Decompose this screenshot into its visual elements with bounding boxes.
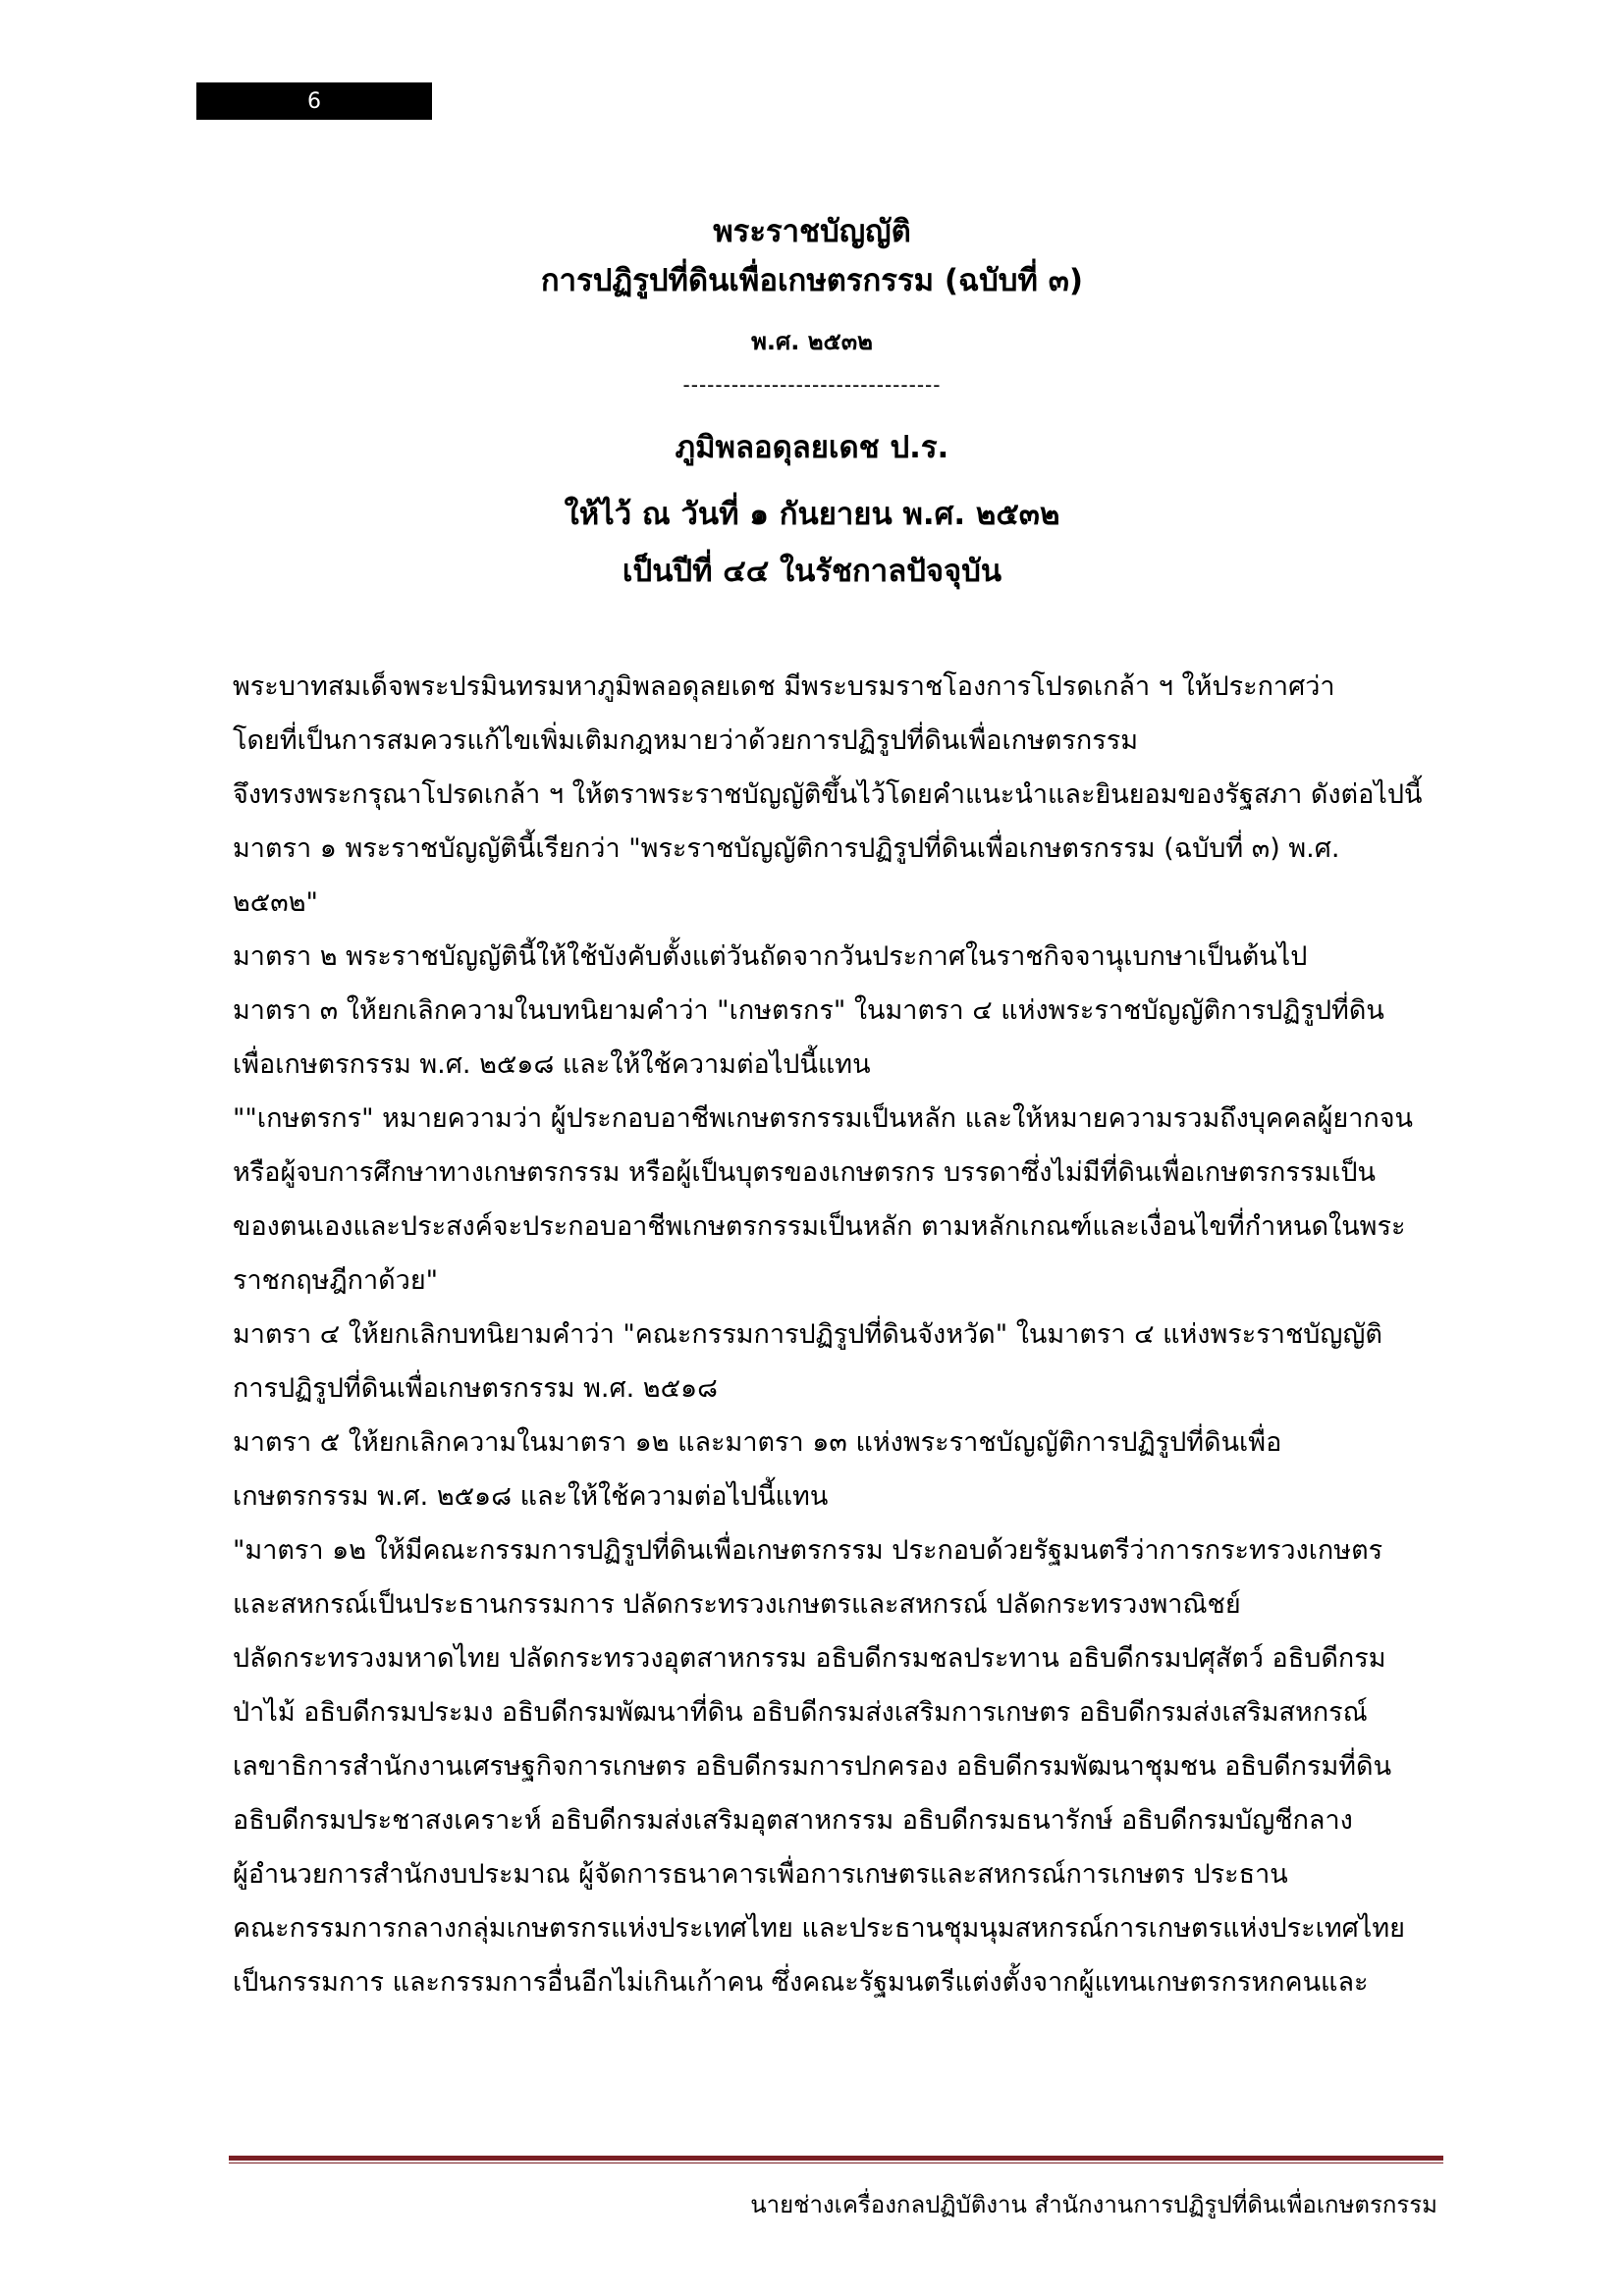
act-title: พระราชบัญญัติ (713, 214, 911, 249)
given-date: ให้ไว้ ณ วันที่ ๑ กันยายน พ.ศ. ๒๕๓๒ (564, 497, 1060, 532)
body-line: มาตรา ๔ ให้ยกเลิกบทนิยามคำว่า "คณะกรรมการปฏิรูปที่ดินจังหวัด" ในมาตรา ๔ แห่งพระราชบัญญัติ (233, 1319, 1382, 1350)
body-line: โดยที่เป็นการสมควรแก้ไขเพิ่มเติมกฎหมายว่าด้วยการปฏิรูปที่ดินเพื่อเกษตรกรรม (233, 725, 1139, 756)
body-line: เกษตรกรรม พ.ศ. ๒๕๑๘ และให้ใช้ความต่อไปนี้แทน (233, 1481, 829, 1512)
body-line: มาตรา ๕ ให้ยกเลิกความในมาตรา ๑๒ และมาตรา ๑๓ แห่งพระราชบัญญัติการปฏิรูปที่ดินเพื่อ (233, 1427, 1282, 1458)
footer-text: นายช่างเครื่องกลปฏิบัติงาน สำนักงานการปฏิรูปที่ดินเพื่อเกษตรกรรม (750, 2191, 1437, 2218)
act-year: พ.ศ. ๒๕๓๒ (751, 328, 873, 355)
body-line: ของตนเองและประสงค์จะประกอบอาชีพเกษตรกรรมเป็นหลัก ตามหลักเกณฑ์และเงื่อนไขที่กำหนดในพระ (233, 1211, 1406, 1242)
body-line: ป่าไม้ อธิบดีกรมประมง อธิบดีกรมพัฒนาที่ดิน อธิบดีกรมส่งเสริมการเกษตร อธิบดีกรมส่งเสริมสหกรณ์ (233, 1697, 1368, 1728)
king-name: ภูมิพลอดุลยเดช ป.ร. (675, 430, 949, 465)
heading-separator: -------------------------------- (682, 373, 942, 397)
body-line: เลขาธิการสำนักงานเศรษฐกิจการเกษตร อธิบดีกรมการปกครอง อธิบดีกรมพัฒนาชุมชน อธิบดีกรมที่ดิน (233, 1751, 1392, 1782)
reign-year: เป็นปีที่ ๔๔ ในรัชกาลปัจจุบัน (622, 554, 1002, 589)
footer-rule (229, 2156, 1443, 2163)
body-line: หรือผู้จบการศึกษาทางเกษตรกรรม หรือผู้เป็นบุตรของเกษตรกร บรรดาซึ่งไม่มีที่ดินเพื่อเกษตรกรรมเป็น (233, 1157, 1377, 1188)
body-line: จึงทรงพระกรุณาโปรดเกล้า ฯ ให้ตราพระราชบัญญัติขึ้นไว้โดยคำแนะนำและยินยอมของรัฐสภา ดังต่อไปนี้ (233, 779, 1423, 810)
body-line: ๒๕๓๒" (233, 887, 318, 918)
body-line: พระบาทสมเด็จพระปรมินทรมหาภูมิพลอดุลยเดช มีพระบรมราชโองการโปรดเกล้า ฯ ให้ประกาศว่า (233, 671, 1335, 702)
body-line: คณะกรรมการกลางกลุ่มเกษตรกรแห่งประเทศไทย และประธานชุมนุมสหกรณ์การเกษตรแห่งประเทศไทย (233, 1913, 1405, 1944)
body-line: ปลัดกระทรวงมหาดไทย ปลัดกระทรวงอุตสาหกรรม อธิบดีกรมชลประทาน อธิบดีกรมปศุสัตว์ อธิบดีกรม (233, 1643, 1386, 1674)
body-line: การปฏิรูปที่ดินเพื่อเกษตรกรรม พ.ศ. ๒๕๑๘ (233, 1373, 718, 1404)
body-line: มาตรา ๓ ให้ยกเลิกความในบทนิยามคำว่า "เกษตรกร" ในมาตรา ๔ แห่งพระราชบัญญัติการปฏิรูปที่ดิน (233, 995, 1384, 1026)
body-line: "มาตรา ๑๒ ให้มีคณะกรรมการปฏิรูปที่ดินเพื่อเกษตรกรรม ประกอบด้วยรัฐมนตรีว่าการกระทรวงเกษตร (233, 1535, 1383, 1566)
body-line: ผู้อำนวยการสำนักงบประมาณ ผู้จัดการธนาคารเพื่อการเกษตรและสหกรณ์การเกษตร ประธาน (233, 1859, 1288, 1890)
body-line: อธิบดีกรมประชาสงเคราะห์ อธิบดีกรมส่งเสริมอุตสาหกรรม อธิบดีกรมธนารักษ์ อธิบดีกรมบัญชีกลาง (233, 1805, 1353, 1836)
body-line: มาตรา ๒ พระราชบัญญัตินี้ให้ใช้บังคับตั้งแต่วันถัดจากวันประกาศในราชกิจจานุเบกษาเป็นต้นไป (233, 941, 1308, 972)
body-line: ราชกฤษฎีกาด้วย" (233, 1265, 439, 1296)
body-line: เป็นกรรมการ และกรรมการอื่นอีกไม่เกินเก้าคน ซึ่งคณะรัฐมนตรีแต่งตั้งจากผู้แทนเกษตรกรหกคนและ (233, 1967, 1369, 1998)
body-line: มาตรา ๑ พระราชบัญญัตินี้เรียกว่า "พระราชบัญญัติการปฏิรูปที่ดินเพื่อเกษตรกรรม (ฉบับที่ ๓) พ.ศ. (233, 833, 1340, 864)
body-line: ""เกษตรกร" หมายความว่า ผู้ประกอบอาชีพเกษตรกรรมเป็นหลัก และให้หมายความรวมถึงบุคคลผู้ยากจน (233, 1103, 1414, 1134)
body-line: และสหกรณ์เป็นประธานกรรมการ ปลัดกระทรวงเกษตรและสหกรณ์ ปลัดกระทรวงพาณิชย์ (233, 1589, 1241, 1620)
act-body (233, 660, 1440, 2009)
body-line: เพื่อเกษตรกรรม พ.ศ. ๒๕๑๘ และให้ใช้ความต่อไปนี้แทน (233, 1049, 871, 1080)
page-number-badge: 6 (196, 82, 432, 120)
act-subtitle: การปฏิรูปที่ดินเพื่อเกษตรกรรม (ฉบับที่ ๓) (540, 263, 1084, 298)
